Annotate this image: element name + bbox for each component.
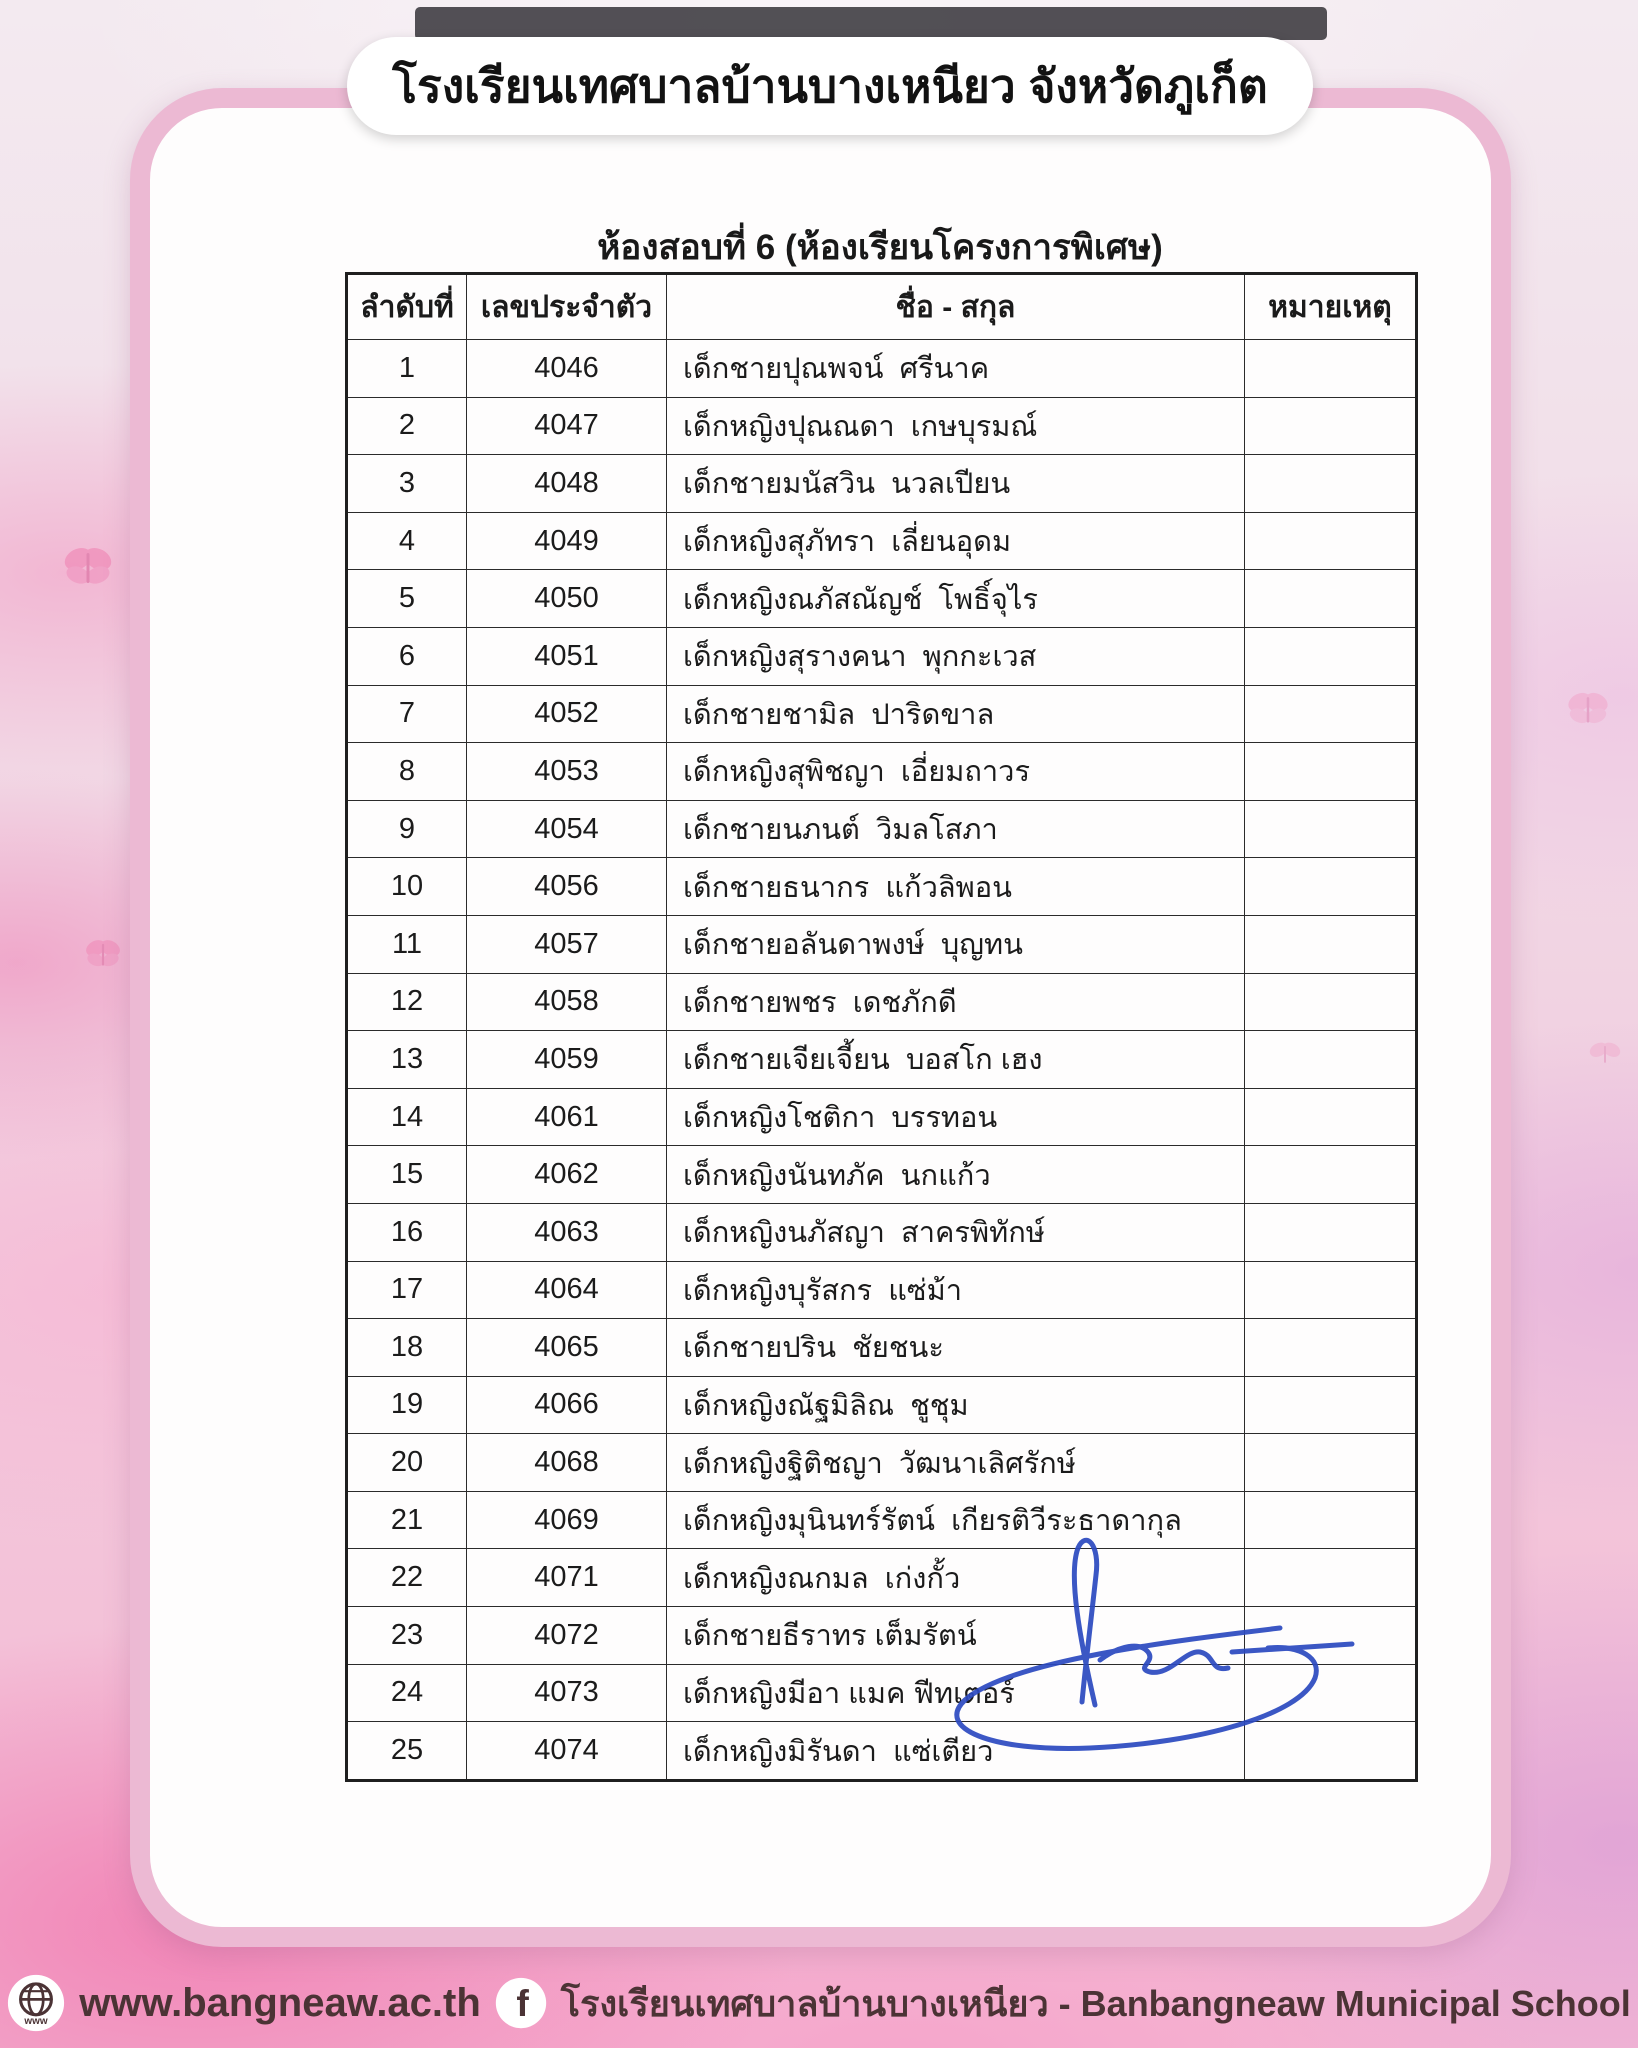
table-row [347, 397, 1417, 455]
cell-student-name: เด็กชายพชร เดชภักดี [667, 973, 1245, 1031]
cell-student-name: เด็กหญิงฐิติชญา วัฒนาเลิศรักษ์ [667, 1434, 1245, 1492]
cell-index: 20 [347, 1434, 467, 1492]
cell-index: 6 [347, 627, 467, 685]
cell-remark [1245, 397, 1417, 455]
cell-index: 23 [347, 1607, 467, 1665]
table-row [347, 1203, 1417, 1261]
cell-student-id: 4048 [467, 455, 667, 513]
table-row [347, 973, 1417, 1031]
cell-index: 9 [347, 800, 467, 858]
cell-index: 15 [347, 1146, 467, 1204]
cell-student-name: เด็กชายชามิล ปาริดขาล [667, 685, 1245, 743]
footer-website: www.bangneaw.ac.th [79, 1980, 481, 2025]
cell-remark [1245, 1434, 1417, 1492]
table-row [347, 340, 1417, 398]
table-row [347, 627, 1417, 685]
cell-student-name: เด็กชายนภนต์ วิมลโสภา [667, 800, 1245, 858]
table-row [347, 1088, 1417, 1146]
cell-index: 17 [347, 1261, 467, 1319]
cell-index: 19 [347, 1376, 467, 1434]
cell-remark [1245, 627, 1417, 685]
cell-index: 5 [347, 570, 467, 628]
col-header-remark: หมายเหตุ [1245, 274, 1417, 340]
cell-remark [1245, 685, 1417, 743]
cell-student-id: 4064 [467, 1261, 667, 1319]
cell-student-name: เด็กชายอลันดาพงษ์ บุญทน [667, 915, 1245, 973]
exam-room-title: ห้องสอบที่ 6 (ห้องเรียนโครงการพิเศษ) [597, 228, 1163, 267]
butterfly-icon [84, 938, 122, 970]
cell-index: 2 [347, 397, 467, 455]
cell-remark [1245, 1203, 1417, 1261]
school-name: โรงเรียนเทศบาลบ้านบางเหนียว จังหวัดภูเก็ต [392, 59, 1268, 112]
cell-student-name: เด็กชายปริน ชัยชนะ [667, 1319, 1245, 1377]
cell-student-name: เด็กหญิงนภัสญา สาครพิทักษ์ [667, 1203, 1245, 1261]
cell-student-id: 4065 [467, 1319, 667, 1377]
table-row [347, 915, 1417, 973]
cell-student-name: เด็กหญิงปุณณดา เกษบุรมณ์ [667, 397, 1245, 455]
cell-student-id: 4061 [467, 1088, 667, 1146]
cell-student-id: 4063 [467, 1203, 667, 1261]
cell-student-id: 4051 [467, 627, 667, 685]
cell-remark [1245, 1376, 1417, 1434]
cell-student-id: 4066 [467, 1376, 667, 1434]
cell-student-id: 4057 [467, 915, 667, 973]
table-row [347, 512, 1417, 570]
cell-index: 3 [347, 455, 467, 513]
cell-remark [1245, 1146, 1417, 1204]
cell-student-name: เด็กหญิงนันทภัค นกแก้ว [667, 1146, 1245, 1204]
table-row [347, 1319, 1417, 1377]
cell-student-id: 4059 [467, 1031, 667, 1089]
cell-student-name: เด็กหญิงสุภัทรา เลี่ยนอุดม [667, 512, 1245, 570]
table-row [347, 858, 1417, 916]
cell-student-id: 4071 [467, 1549, 667, 1607]
cell-student-id: 4069 [467, 1491, 667, 1549]
svg-text:www: www [24, 2015, 48, 2027]
cell-student-id: 4053 [467, 743, 667, 801]
cell-remark [1245, 800, 1417, 858]
cell-student-name: เด็กชายธีราทร เต็มรัตน์ [667, 1607, 1245, 1665]
cell-student-id: 4052 [467, 685, 667, 743]
cell-index: 8 [347, 743, 467, 801]
cell-student-id: 4046 [467, 340, 667, 398]
table-row [347, 800, 1417, 858]
table-header-row [347, 274, 1417, 340]
cell-student-id: 4073 [467, 1664, 667, 1722]
signature-ink [900, 1500, 1420, 1800]
top-dark-strip [415, 7, 1327, 40]
cell-student-name: เด็กหญิงมิรันดา แซ่เตียว [667, 1722, 1245, 1781]
cell-student-name: เด็กชายเจียเจี้ยน บอสโก เฮง [667, 1031, 1245, 1089]
cell-student-name: เด็กชายมนัสวิน นวลเปียน [667, 455, 1245, 513]
cell-remark [1245, 1319, 1417, 1377]
cell-student-name: เด็กหญิงณภัสณัญช์ โพธิ์จุไร [667, 570, 1245, 628]
cell-index: 13 [347, 1031, 467, 1089]
col-header-name: ชื่อ - สกุล [667, 274, 1245, 340]
cell-student-id: 4072 [467, 1607, 667, 1665]
facebook-icon [495, 1977, 547, 2029]
table-row [347, 1261, 1417, 1319]
cell-remark [1245, 512, 1417, 570]
cell-index: 11 [347, 915, 467, 973]
cell-remark [1245, 973, 1417, 1031]
butterfly-icon [62, 545, 114, 589]
cell-student-name: เด็กหญิงสุรางคนา พุกกะเวส [667, 627, 1245, 685]
cell-remark [1245, 743, 1417, 801]
col-header-index: ลำดับที่ [347, 274, 467, 340]
cell-remark [1245, 455, 1417, 513]
col-header-student-id: เลขประจำตัว [467, 274, 667, 340]
cell-student-name: เด็กหญิงมีอา แมค ฟีทเตอร์ [667, 1664, 1245, 1722]
table-row [347, 1031, 1417, 1089]
cell-index: 7 [347, 685, 467, 743]
cell-index: 25 [347, 1722, 467, 1781]
cell-remark [1245, 340, 1417, 398]
cell-student-name: เด็กหญิงบุรัสกร แซ่ม้า [667, 1261, 1245, 1319]
table-row [347, 685, 1417, 743]
cell-index: 14 [347, 1088, 467, 1146]
cell-index: 24 [347, 1664, 467, 1722]
table-row [347, 743, 1417, 801]
footer-bar [0, 1964, 1638, 2042]
butterfly-icon [1566, 690, 1610, 728]
table-row [347, 455, 1417, 513]
cell-student-name: เด็กชายปุณพจน์ ศรีนาค [667, 340, 1245, 398]
cell-index: 21 [347, 1491, 467, 1549]
table-row [347, 1146, 1417, 1204]
cell-student-id: 4049 [467, 512, 667, 570]
svg-text:f: f [516, 1982, 529, 2024]
cell-student-name: เด็กหญิงโชติกา บรรทอน [667, 1088, 1245, 1146]
globe-www-icon [7, 1974, 65, 2032]
cell-remark [1245, 858, 1417, 916]
cell-index: 1 [347, 340, 467, 398]
cell-student-id: 4056 [467, 858, 667, 916]
cell-student-id: 4058 [467, 973, 667, 1031]
cell-student-name: เด็กหญิงสุพิชญา เอี่ยมถาวร [667, 743, 1245, 801]
cell-index: 10 [347, 858, 467, 916]
cell-remark [1245, 570, 1417, 628]
table-row [347, 1376, 1417, 1434]
cell-student-id: 4062 [467, 1146, 667, 1204]
footer-facebook-page: โรงเรียนเทศบาลบ้านบางเหนียว - Banbangneaw Municipal School [560, 1982, 1631, 2024]
table-header [347, 274, 1417, 340]
cell-index: 22 [347, 1549, 467, 1607]
cell-student-id: 4074 [467, 1722, 667, 1781]
cell-student-id: 4068 [467, 1434, 667, 1492]
cell-student-id: 4047 [467, 397, 667, 455]
cell-index: 4 [347, 512, 467, 570]
school-banner [347, 37, 1313, 135]
cell-remark [1245, 1088, 1417, 1146]
table-row [347, 1434, 1417, 1492]
cell-remark [1245, 915, 1417, 973]
cell-student-id: 4050 [467, 570, 667, 628]
cell-remark [1245, 1031, 1417, 1089]
cell-index: 16 [347, 1203, 467, 1261]
cell-index: 12 [347, 973, 467, 1031]
cell-student-name: เด็กชายธนากร แก้วลิพอน [667, 858, 1245, 916]
cell-student-name: เด็กหญิงณัฐมิลิณ ชูชุม [667, 1376, 1245, 1434]
butterfly-icon [1588, 1040, 1622, 1070]
cell-student-name: เด็กหญิงมุนินทร์รัตน์ เกียรติวีระธาดากุล [667, 1491, 1245, 1549]
cell-student-name: เด็กหญิงณกมล เก่งกั้ว [667, 1549, 1245, 1607]
cell-index: 18 [347, 1319, 467, 1377]
cell-student-id: 4054 [467, 800, 667, 858]
table-row [347, 570, 1417, 628]
cell-remark [1245, 1261, 1417, 1319]
